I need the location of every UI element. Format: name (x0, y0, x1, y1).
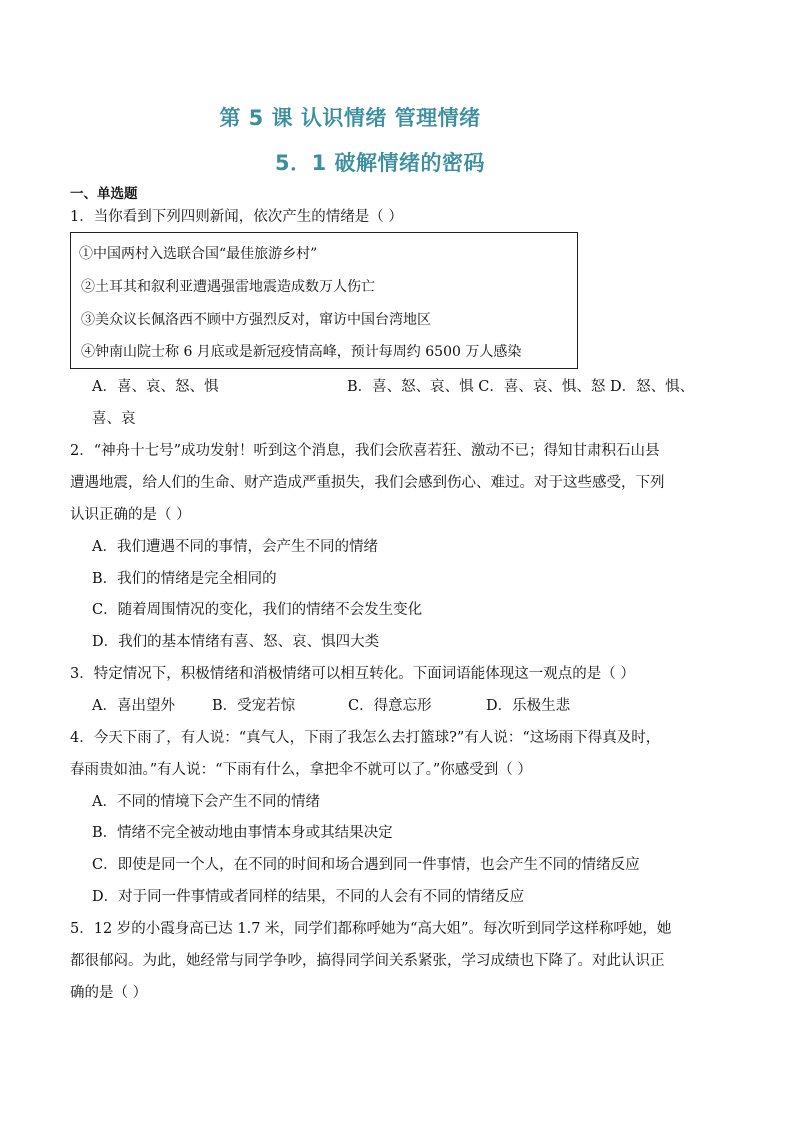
question-2-option-b: B．我们的情绪是完全相同的 (92, 571, 277, 587)
question-3-option-d: D．乐极生悲 (486, 698, 571, 714)
question-5-line-3: 确的是（ ） (70, 985, 148, 1001)
news-box (70, 232, 578, 369)
question-4-line-1: 4．今天下雨了，有人说：“真气人，下雨了我怎么去打篮球?”有人说：“这场雨下得真及时， (70, 730, 661, 746)
question-4-option-d: D．对于同一件事情或者同样的结果，不同的人会有不同的情绪反应 (92, 889, 525, 905)
lesson-subtitle: 5．1 破解情绪的密码 (274, 151, 486, 175)
question-3-option-a: A．喜出望外 (92, 698, 175, 714)
question-5-line-2: 都很郁闷。为此，她经常与同学争吵，搞得同学间关系紧张，学习成绩也下降了。对此认识正 (70, 953, 665, 969)
question-3-stem: 3．特定情况下，积极情绪和消极情绪可以相互转化。下面词语能体现这一观点的是（ ） (70, 666, 635, 682)
question-1-stem: 1．当你看到下列四则新闻，依次产生的情绪是（ ） (70, 209, 403, 225)
question-4-option-b: B．情绪不完全被动地由事情本身或其结果决定 (92, 825, 393, 841)
news-item-3: ③美众议长佩洛西不顾中方强烈反对，窜访中国台湾地区 (81, 312, 431, 328)
question-4-option-a: A．不同的情境下会产生不同的情绪 (92, 794, 320, 810)
news-item-4: ④钟南山院士称 6 月底或是新冠疫情高峰，预计每周约 6500 万人感染 (81, 344, 522, 360)
section-heading: 一、单选题 (70, 186, 138, 202)
question-2-line-2: 遭遇地震，给人们的生命、财产造成严重损失，我们会感到伤心、难过。对于这些感受，下列 (70, 475, 665, 491)
question-2-line-3: 认识正确的是（ ） (70, 507, 191, 523)
question-4-line-2: 春雨贵如油。”有人说：“下雨有什么，拿把伞不就可以了。”你感受到（ ） (70, 762, 532, 778)
question-2-line-1: 2．“神舟十七号”成功发射！听到这个消息，我们会欣喜若狂、激动不已；得知甘肃积石山县 (70, 443, 660, 459)
question-2-option-a: A．我们遭遇不同的事情，会产生不同的情绪 (92, 539, 378, 555)
question-3-option-c: C．得意忘形 (348, 698, 432, 714)
question-2-option-d: D．我们的基本情绪有喜、怒、哀、惧四大类 (92, 634, 380, 650)
question-1-options-bcd: B．喜、怒、哀、惧 C．喜、哀、惧、怒 D．怒、惧、 (347, 379, 695, 395)
question-2-option-c: C．随着周围情况的变化，我们的情绪不会发生变化 (92, 602, 423, 618)
question-5-line-1: 5．12 岁的小霞身高已达 1.7 米，同学们都称呼她为“高大姐”。每次听到同学这样称呼她，她 (70, 921, 672, 937)
question-1-option-a: A．喜、哀、怒、惧 (92, 379, 219, 395)
news-item-1: ①中国两村入选联合国“最佳旅游乡村” (79, 246, 318, 262)
news-item-2: ②土耳其和叙利亚遭遇强雷地震造成数万人伤亡 (81, 279, 375, 295)
question-4-option-c: C．即使是同一个人，在不同的时间和场合遇到同一件事情，也会产生不同的情绪反应 (92, 857, 640, 873)
lesson-title: 第 5 课 认识情绪 管理情绪 (219, 106, 481, 130)
question-3-option-b: B．受宠若惊 (212, 698, 296, 714)
question-1-option-d-cont: 喜、哀 (92, 411, 136, 427)
